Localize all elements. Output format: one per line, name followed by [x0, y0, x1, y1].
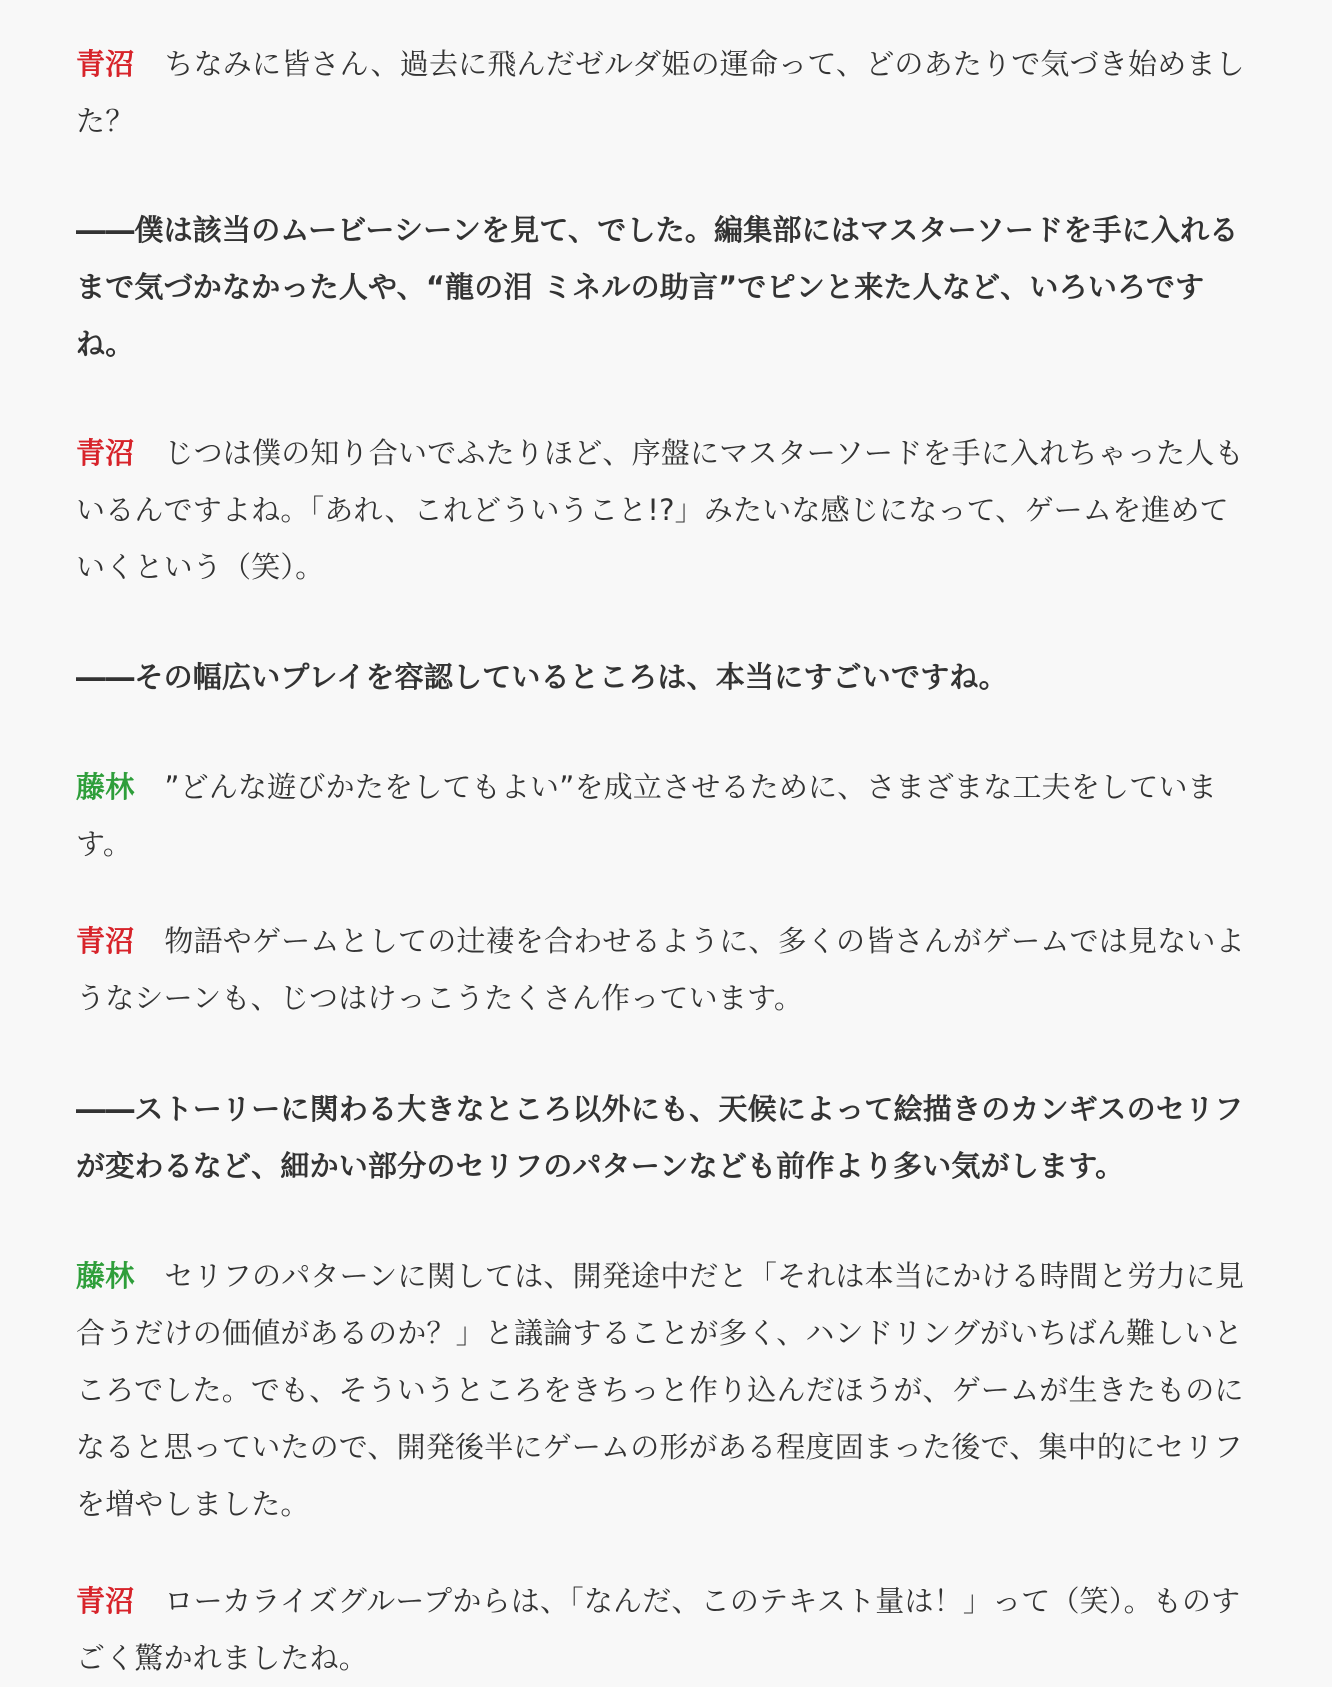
answer-text: ちなみに皆さん、過去に飛んだゼルダ姫の運命って、どのあたりで気づき始めました？	[76, 47, 1245, 138]
interview-answer	[76, 1248, 1252, 1533]
speaker-name: 青沼	[76, 1584, 135, 1618]
speaker-name: 青沼	[76, 47, 135, 81]
interview-answer	[76, 425, 1252, 596]
interview-answer	[76, 913, 1252, 1027]
answer-text: ”どんな遊びかたをしてもよい”を成立させるために、さまざまな工夫をしています。	[76, 770, 1217, 861]
speaker-name: 青沼	[76, 924, 135, 958]
interviewer-question: ――ストーリーに関わる大きなところ以外にも、天候によって絵描きのカンギスのセリフが変わるなど、細かい部分のセリフのパターンなども前作より多い気がします。	[76, 1092, 1244, 1183]
interviewer-question: ――僕は該当のムービーシーンを見て、でした。編集部にはマスターソードを手に入れるまで気づかなかった人や、“龍の泪 ミネルの助言”でピンと来た人など、いろいろですね。	[76, 213, 1239, 361]
interviewer-question: ――その幅広いプレイを容認しているところは、本当にすごいですね。	[76, 660, 1008, 694]
interview-answer	[76, 36, 1252, 150]
interview-answer	[76, 759, 1252, 873]
speaker-name: 藤林	[76, 770, 135, 804]
interview-answer	[76, 1573, 1252, 1687]
answer-text: ローカライズグループからは、「なんだ、このテキスト量は！」って（笑）。ものすごく驚かれましたね。	[76, 1584, 1241, 1675]
answer-text: じつは僕の知り合いでふたりほど、序盤にマスターソードを手に入れちゃった人もいるんですよね。「あれ、これどういうこと!?」みたいな感じになって、ゲームを進めていくという（笑）。	[76, 436, 1244, 584]
speaker-name: 藤林	[76, 1259, 135, 1293]
answer-text: 物語やゲームとしての辻褄を合わせるように、多くの皆さんがゲームでは見ないようなシーンも、じつはけっこうたくさん作っています。	[76, 924, 1245, 1015]
answer-text: セリフのパターンに関しては、開発途中だと「それは本当にかける時間と労力に見合うだけの価値があるのか？」と議論することが多く、ハンドリングがいちばん難しいところでした。でも、そういうところをきちっと作り込んだほうが、ゲームが生きたものになると思っていたので、開発後半にゲームの形がある程度固まった後で、集中的にセリフを増やしました。	[76, 1259, 1245, 1521]
speaker-name: 青沼	[76, 436, 135, 470]
